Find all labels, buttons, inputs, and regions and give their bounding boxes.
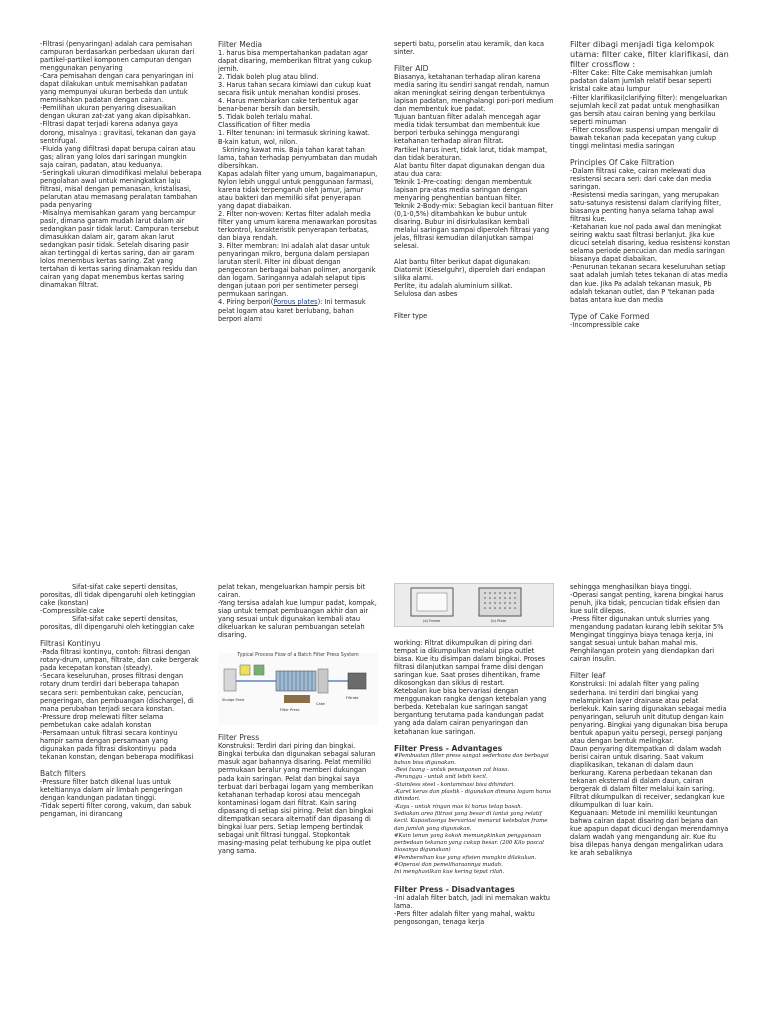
porous-prefix: 4. Piring berpori( <box>218 298 274 307</box>
plate-frame-illustration <box>395 584 553 624</box>
paragraph: Selulosa dan asbes <box>394 290 458 299</box>
handwritten-line: #Operasi dan pemeliharaannya mudah. <box>394 862 503 869</box>
paragraph: -Dalam filtrasi cake, cairan melewati dua resistensi secara seri: dari cake dan media saringan. <box>570 166 714 191</box>
handwritten-line: #Pembersihan kue yang efisien mungkin dilakukan. <box>394 854 537 861</box>
section-heading: Filter Press <box>218 733 260 743</box>
paragraph: Teknik 1-Pre-coating: dengan membentuk lapisan pra-atas media saringan dengan menyaring penghentian bantuan filter. <box>394 177 534 202</box>
paragraph: pelat tekan, mengeluarkan hampir persis bit cairan. <box>218 583 368 600</box>
paragraph: -Seringkali ukuran dimodifikasi melalui beberapa pengolahan awal untuk meningkatkan laju filtrasi, misal dengan pemanasan, kristalisasi, pelarutan atau memasang peralatan tambahan pada penyaring <box>40 168 204 209</box>
section-heading: Batch filters <box>40 768 86 778</box>
panel-filtrasi-intro <box>40 40 202 490</box>
porous-plates-line <box>218 298 378 322</box>
paragraph: 3. Harus tahan secara kimiawi dan cukup kuat secara fisik untuk menahan kondisi proses. <box>218 81 374 98</box>
section-heading: Filter Press - Disadvantages <box>394 884 515 894</box>
paragraph: Biasanya, ketahanan terhadap aliran karena media saring itu sendiri sangat rendah, namun akan meningkat seiring dengan terbentuknya lapisan padatan, menghalangi pori-pori medium dan membentuk kue padat. <box>394 73 556 114</box>
paragraph: Teknik 2-Body-mix: Sebagian kecil bantuan filter (0,1-0,5%) ditambahkan ke bubur untuk disaring. Bubur ini disirkulasikan kembali melalui saringan sampai diperoleh filtrasi yang jelas, filtrasi kemudian dilanjutkan sampai selesai. <box>394 201 556 251</box>
paragraph: -Misalnya memisahkan garam yang bercampur pasir, dimana garam mudah larut dalam air sedangkan pasir tidak larut. Campuran tersebut dimasukkan dalam air, garam akan larut sedangkan pasir tidak. Setelah disaring pasir akan tertinggal di kertas saring, dan air garam lolos menembus kertas saring. Zat yang tertahan di kertas saring dinamakan residu dan cairan yang dapat menembus kertas saring dinamakan filtrat. <box>40 208 201 290</box>
paragraph: -Yang tersisa adalah kue lumpur padat, kompak, siap untuk tempat pembuangan akhir dan air yang sesuai untuk digunakan kembali atau dikeluarkan ke saluran pembuangan setelah disaring. <box>218 599 379 640</box>
paragraph: Tujuan bantuan filter adalah mencegah agar media tidak tersumbat dan membentuk kue berpori terbuka sehingga mengurangi ketahanan terhadap aliran filtrat. <box>394 113 543 146</box>
paragraph: Kapas adalah filter yang umum, bagaimanapun, Nylon lebih unggul untuk penggunaan farmasi, karena tidak terpengaruh oleh jamur, jamur atau bakteri dan memiliki sifat penyerapan yang dapat diabaikan. <box>218 169 380 210</box>
paragraph: Ketebalan kue bisa bervariasi dengan menggunakan rangka dengan ketebalan yang berbeda. Ketebalan kue saringan sangat bergantung terutama pada kandungan padat yang ada dalam cairan penyaringan dan ketahanan kue saringan. <box>394 687 549 736</box>
paragraph: -Persamaan untuk filtrasi secara kontinyu hampir sama dengan persamaan yang digunakan pada filtrasi diskontinyu pada tekanan konstan, dengan beberapa modifikasi <box>40 728 194 761</box>
diagram-label: (a) Frame <box>423 619 441 623</box>
paragraph: Keguanaan: Metode ini memiliki keuntungan bahwa cairan dapat disaring dari bejana dan kue apapun dapat dicuci dengan merendamnya dalam wadah yang mengandung air. Kue itu bisa dilepas hanya dengan mengalirkan udara ke arah sebaliknya <box>570 809 731 858</box>
paragraph: -Penurunan tekanan secara keseluruhan setiap saat adalah jumlah tetes tekanan di atas media dan kue. Jika Pa adalah tekanan masuk, Pb adalah tekanan outlet, dan P 'tekanan pada batas antara kue dan media <box>570 263 730 304</box>
handwritten-line: -Karet keras dan plastik - digunakan dimana logam harus dihindari. <box>394 789 553 803</box>
paragraph: working: Filtrat dikumpulkan di piring dari tempat ia dikumpulkan melalui pipa outlet biasa. Kue itu disimpan dalam bingkai. Proses filtrasi dilanjutkan sampai frame diisi dengan saringan kue. Saat proses dihentikan, frame dikosongkan dan siklus di restart. <box>394 639 548 688</box>
paragraph: Konstruksi: Terdiri dari piring dan bingkai. Bingkai terbuka dan digunakan sebagai saluran masuk agar bahannya disaring. Pelat memiliki permukaan beralur yang memberi dukungan pada kain saringan. Pelat dan bingkai saya terbuat dari berbagai logam yang memberikan ketahanan terhadap korosi atau mencegah kontaminasi logam dari filtrat. Kain saring dipasang di setiap sisi piring. Pelat dan bingkai ditempatkan secara alternatif dan dipasang di bingkai luar pers. Setiap lempeng bertindak sebagai unit filtrasi tunggal. Stopkontak masing-masing pelat terhubung ke pipa outlet yang sama. <box>218 742 378 855</box>
paragraph: -Filter klarifikasi(clarifying filter): mengeluarkan sejumlah kecil zat padat untuk menghasilkan gas bersih atau cairan bening yang berkilau seperti minuman <box>570 93 730 126</box>
paragraph: -Cara pemisahan dengan cara penyaringan ini dapat dilakukan untuk memisahkan padatan yang mempunyai ukuran berbeda dan untuk memisahkan padatan dengan cairan. <box>40 72 196 105</box>
paragraph: -Pada filtrasi kontinyu, contoh: filtrasi dengan rotary-drum, umpan, filtrate, dan cake bergerak pada kecepatan konstan (steady). <box>40 648 201 673</box>
paragraph: -Pers filter adalah filter yang mahal, waktu pengosongan, tenaga kerja <box>394 909 537 926</box>
section-heading: Principles Of Cake Filtration <box>570 157 675 167</box>
paragraph: -Press filter digunakan untuk slurries yang mengandung padatan kurang lebih sekitar 5% <box>570 615 724 632</box>
panel-filter-press <box>218 583 378 1024</box>
handwritten-line: -Besi tuang - untuk penanganan zat biasa. <box>394 767 510 774</box>
paragraph: -Tidak seperti filter corong, vakum, dan sabuk pengaman, ini dirancang <box>40 802 194 819</box>
paragraph: -Resistensi media saringan, yang merupakan satu-satunya resistensi dalam clarifying filter, biasanya penting hanya selama tahap awal filtrasi kue. <box>570 191 724 224</box>
paragraph: -Secara keseluruhan, proses filtrasi dengan rotary drum terdiri dari beberapa tahapan secara seri: pembentukan cake, pencucian, pengeringan, dan pembuangan (discharge), di mana perubahan terjadi secara konstan. <box>40 672 196 713</box>
section-heading: Filter leaf <box>570 671 606 681</box>
panel-cake-filtration <box>570 39 733 500</box>
paragraph: 5. Tidak boleh terlalu mahal. <box>218 113 313 122</box>
handwritten-line: #Kain tenun yang kokoh memungkinkan penggunaan perbedaan tekanan yang cukup besar. (200 Kilo pascal biasanya digunakan) <box>394 832 548 854</box>
paragraph: Filter type <box>394 312 428 321</box>
handwritten-line: -Stainless steel - kontaminasi bisa dihindari. <box>394 781 516 788</box>
section-heading: Filter AID <box>394 64 429 74</box>
panel-filtrasi-kontinyu <box>40 583 202 1024</box>
paragraph: Filter dibagi menjadi tiga kelompok utama: filter cake, filter klarifikasi, dan filter crossflow : <box>570 39 732 69</box>
plate-frame-diagram <box>394 583 554 627</box>
panel-press-advantages <box>394 583 554 1024</box>
handwritten-line: -Perunggu - untuk unit lebih kecil. <box>394 774 488 781</box>
paragraph: Alat bantu filter berikut dapat digunakan: <box>394 258 531 267</box>
paragraph: -Filtrasi dapat terjadi karena adanya gaya dorong, misalnya : gravitasi, tekanan dan gaya sentrifugal. <box>40 120 198 145</box>
porous-plates-link[interactable]: Porous plates <box>273 298 318 307</box>
section-heading: Filter Press - Advantages <box>394 743 503 753</box>
paragraph: 2. Tidak boleh plug atau blind. <box>218 73 319 82</box>
paragraph: 1. harus bisa mempertahankan padatan agar dapat disaring, memberikan filtrat yang cukup jernih. <box>218 49 374 74</box>
paragraph: 3. Filter membran: Ini adalah alat dasar untuk penyaringan mikro, berguna dalam persiapan larutan steril. Filter ini dibuat dengan pengecoran berbagai bahan polimer, anorganik dan logam. Saringannya adalah selaput tipis dengan jutaan pori per sentimeter persegi permukaan saringan. <box>218 242 378 299</box>
filter-press-diagram <box>218 653 378 725</box>
process-flow-illustration <box>218 659 374 717</box>
paragraph: Alat bantu filter dapat digunakan dengan dua atau dua cara: <box>394 161 547 178</box>
section-heading: Type of Cake Formed <box>570 311 650 321</box>
paragraph: -Ketahanan kue nol pada awal dan meningkat seiring waktu saat filtrasi berlanjut. Jika kue dicuci setelah disaring, kedua resistensi konstan selama periode pencucian dan media saringan biasanya dapat diabaikan. <box>570 223 733 264</box>
paragraph: 4. Harus membiarkan cake terbentuk agar benar-benar bersih dan bersih. <box>218 97 361 114</box>
paragraph: -Operasi sangat penting, karena bingkai harus penuh, jika tidak, pencucian tidak efisien dan kue sulit dilepas. <box>570 591 726 616</box>
paragraph: seperti batu, porselin atau keramik, dan kaca sinter. <box>394 40 547 57</box>
section-heading: Filtrasi Kontinyu <box>40 639 101 649</box>
paragraph: Classification of filter media <box>218 121 311 130</box>
paragraph: Konstruksi: Ini adalah filter yang paling sederhana. Ini terdiri dari bingkai yang melampirkan layer drainase atau pelat berlekuk. Kain saring digunakan sebagai media penyaringan, seluruh unit ditutup dengan kain penyaring. Bingkai yang digunakan bisa berupa bentuk apapun yaitu persegi, persegi panjang atau dengan bentuk melingkar. <box>570 680 730 745</box>
paragraph: Sifat-sifat cake seperti densitas, porositas, dll tidak dipengaruhi oleh ketinggian cake (konstan) <box>40 583 198 608</box>
paragraph: -Fluida yang difiltrasi dapat berupa cairan atau gas; aliran yang lolos dari saringan mungkin saja cairan, padatan, atau keduanya. <box>40 144 198 169</box>
handwritten-line: Ini menghasilkan kue kering tepat rilah. <box>394 869 505 876</box>
paragraph: -Filter Cake: Filte Cake memisahkan jumlah padatan dalam jumlah relatif besar seperti kristal cake atau lumpur <box>570 69 715 94</box>
panel-filter-aid <box>394 40 554 490</box>
paragraph: 1. Filter tenunan: ini termasuk skrining kawat. B-kain katun, wol, nilon. <box>218 129 372 146</box>
diagram-label: Sludge Feed <box>222 698 245 703</box>
paragraph: -Pemilihan ukuran penyaring disesuaikan dengan ukuran zat-zat yang akan dipisahkan. <box>40 104 191 121</box>
handwritten-line: Sediakan area filtrasi yang besar di lantai yang relatif kecil. Kapasitasnya bervariasi menurut ketebalan frame dan jumlah yang digunakan. <box>394 810 550 832</box>
diagram-label: (b) Plate <box>491 619 507 623</box>
paragraph: Skrining kawat mis. Baja tahan karat tahan lama, tahan terhadap penyumbatan dan mudah dibersihkan. <box>218 145 380 170</box>
diagram-title: Typical Process Flow of a Batch Filter Press System <box>237 653 359 659</box>
section-heading: Filter Media <box>218 40 263 49</box>
paragraph: -Filtrasi (penyaringan) adalah cara pemisahan campuran berdasarkan perbedaan ukuran dari partikel-partikel komponen campuran dengan menggunakan penyaring <box>40 40 197 73</box>
porous-rest: ): Ini termasuk pelat logam atau karet berlubang, bahan berpori alami <box>218 298 368 323</box>
paragraph: -Ini adalah filter batch, jadi ini memakan waktu lama. <box>394 893 553 910</box>
diagram-label: Filter Press <box>280 708 300 713</box>
paragraph: sehingga menghasilkan biaya tinggi. <box>570 583 692 591</box>
paragraph: -Pressure drop melewati filter selama pembetukan cake adalah konstan <box>40 712 166 729</box>
paragraph: Diatomit (Kieselguhr), diperoleh dari endapan silika alami. <box>394 266 548 283</box>
paragraph: Mengingat tingginya biaya tenaga kerja, ini sangat sesuai untuk bahan mahal mis. Penghilangan protein yang diendapkan dari cairan insulin. <box>570 631 717 664</box>
paragraph: -Compressible cake <box>40 607 105 616</box>
paragraph: -Pressure filter batch dikenal luas untuk keteltiannya dalam air limbah pengeringan dengan kandungan padatan tinggi. <box>40 777 185 803</box>
paragraph: -Incompressible cake <box>570 320 640 329</box>
diagram-label: Filtrate <box>346 696 359 701</box>
paragraph: 2. Filter non-woven: Kertas filter adalah media filter yang umum karena menawarkan porositas terkontrol, karakteristik penyerapan terbatas, dan biaya rendah. <box>218 209 379 243</box>
handwritten-line: -Kayu - untuk ringan mas ki harus tetap basah. <box>394 803 523 810</box>
paragraph: Perlite, itu adalah aluminium silikat. <box>394 282 513 291</box>
handwritten-line: #Pembuatan filter press sangat sederhana dan berbagai bahan bisa digunakan. <box>394 752 551 766</box>
paragraph: -Filter crossflow: suspensi umpan mengalir di bawah tekanan pada kecepatan yang cukup tinggi melintasi media saringan <box>570 125 721 150</box>
diagram-label: Cake <box>316 702 325 707</box>
paragraph: Sifat-sifat cake seperti densitas, porositas, dll dipengaruhi oleh ketinggian cake <box>40 615 195 632</box>
panel-filter-media <box>218 40 378 490</box>
paragraph: Daun penyaring ditempatkan di dalam wadah berisi cairan untuk disaring. Saat vakum diaplikasikan, tekanan di dalam daun berkurang. Karena perbedaan tekanan dan tekanan eksternal di dalam daun, cairan bergerak di dalam filter melalui kain saring. Filtrat dikumpulkan di receiver, sedangkan kue dikumpulkan di luar kain. <box>570 744 727 810</box>
panel-filter-leaf <box>570 583 730 1024</box>
paragraph: Partikel harus inert, tidak larut, tidak mampat, dan tidak beraturan. <box>394 145 550 162</box>
